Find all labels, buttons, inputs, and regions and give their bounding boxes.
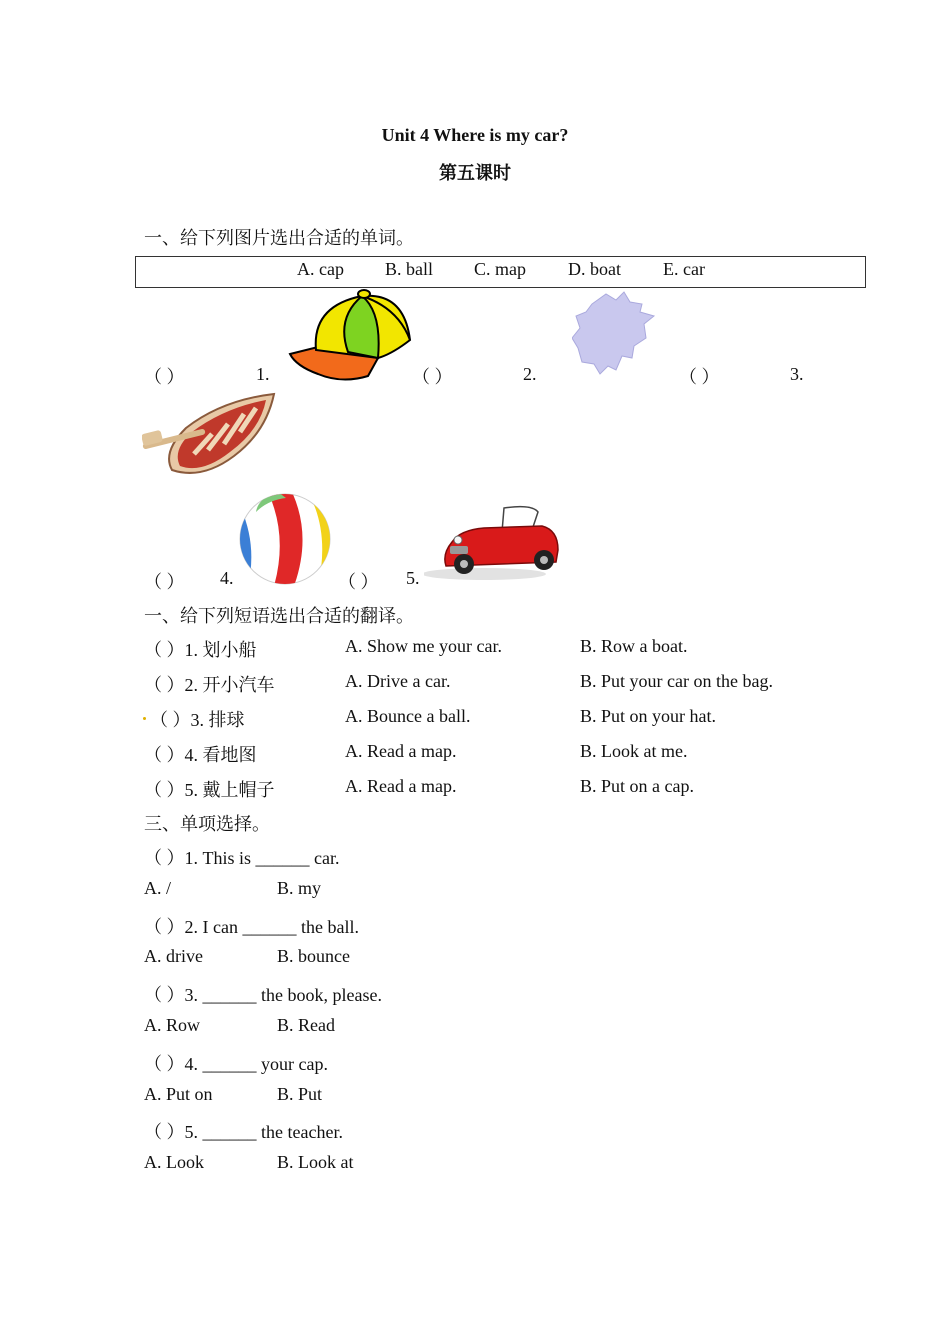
- phrase-option-a-4: A. Read a map.: [345, 741, 457, 761]
- answer-blank-5[interactable]: （ ）: [338, 572, 379, 592]
- mc-question-5: （ ）5. ______ the teacher.: [144, 1122, 343, 1142]
- section1-heading: 一、给下列图片选出合适的单词。: [144, 228, 414, 248]
- answer-blank-1[interactable]: （ ）: [144, 367, 185, 387]
- answer-blank-4[interactable]: （ ）: [144, 572, 185, 592]
- option-d: D. boat: [568, 259, 621, 279]
- phrase-option-b-5: B. Put on a cap.: [580, 776, 694, 796]
- section2-heading: 一、给下列短语选出合适的翻译。: [144, 606, 414, 626]
- mc-option-a-2: A. drive: [144, 946, 203, 966]
- item-number-3: 3.: [790, 364, 804, 384]
- mc-option-b-5: B. Look at: [277, 1152, 354, 1172]
- phrase-question-1: （ ）1. 划小船: [144, 640, 257, 660]
- option-c: C. map: [474, 259, 526, 279]
- phrase-option-b-1: B. Row a boat.: [580, 636, 688, 656]
- lesson-subtitle: 第五课时: [439, 163, 511, 183]
- phrase-option-a-5: A. Read a map.: [345, 776, 457, 796]
- mc-option-b-1: B. my: [277, 878, 322, 898]
- phrase-option-a-3: A. Bounce a ball.: [345, 706, 471, 726]
- item-number-2: 2.: [523, 364, 537, 384]
- car-icon: [424, 500, 560, 582]
- option-a: A. cap: [297, 259, 344, 279]
- phrase-option-b-3: B. Put on your hat.: [580, 706, 717, 726]
- mc-question-2: （ ）2. I can ______ the ball.: [144, 917, 359, 937]
- mc-option-a-1: A. /: [144, 878, 171, 898]
- mc-question-3: （ ）3. ______ the book, please.: [144, 985, 382, 1005]
- answer-blank-2[interactable]: （ ）: [412, 367, 453, 387]
- mc-option-a-5: A. Look: [144, 1152, 204, 1172]
- mc-question-4: （ ）4. ______ your cap.: [144, 1054, 328, 1074]
- phrase-option-a-2: A. Drive a car.: [345, 671, 451, 691]
- phrase-option-b-4: B. Look at me.: [580, 741, 688, 761]
- phrase-question-4: （ ）4. 看地图: [144, 745, 257, 765]
- phrase-option-a-1: A. Show me your car.: [345, 636, 502, 656]
- stray-mark: [143, 717, 146, 720]
- ball-icon: [238, 492, 332, 586]
- item-number-4: 4.: [220, 568, 234, 588]
- mc-question-1: （ ）1. This is ______ car.: [144, 848, 340, 868]
- word-bank: [135, 256, 866, 288]
- option-e: E. car: [663, 259, 705, 279]
- phrase-question-5: （ ）5. 戴上帽子: [144, 780, 275, 800]
- item-number-5: 5.: [406, 568, 420, 588]
- mc-option-a-3: A. Row: [144, 1015, 201, 1035]
- item-number-1: 1.: [256, 364, 270, 384]
- section3-heading: 三、单项选择。: [144, 814, 270, 834]
- mc-option-b-2: B. bounce: [277, 946, 350, 966]
- mc-option-b-3: B. Read: [277, 1015, 335, 1035]
- boat-icon: [142, 392, 276, 488]
- answer-blank-3[interactable]: （ ）: [679, 367, 720, 387]
- page-title: Unit 4 Where is my car?: [381, 125, 569, 145]
- cap-icon: [282, 288, 414, 382]
- map-icon: [572, 290, 656, 376]
- mc-option-a-4: A. Put on: [144, 1084, 213, 1104]
- phrase-option-b-2: B. Put your car on the bag.: [580, 671, 773, 691]
- option-b: B. ball: [385, 259, 433, 279]
- phrase-question-2: （ ）2. 开小汽车: [144, 675, 275, 695]
- mc-option-b-4: B. Put: [277, 1084, 323, 1104]
- phrase-question-3: （ ）3. 排球: [150, 710, 245, 730]
